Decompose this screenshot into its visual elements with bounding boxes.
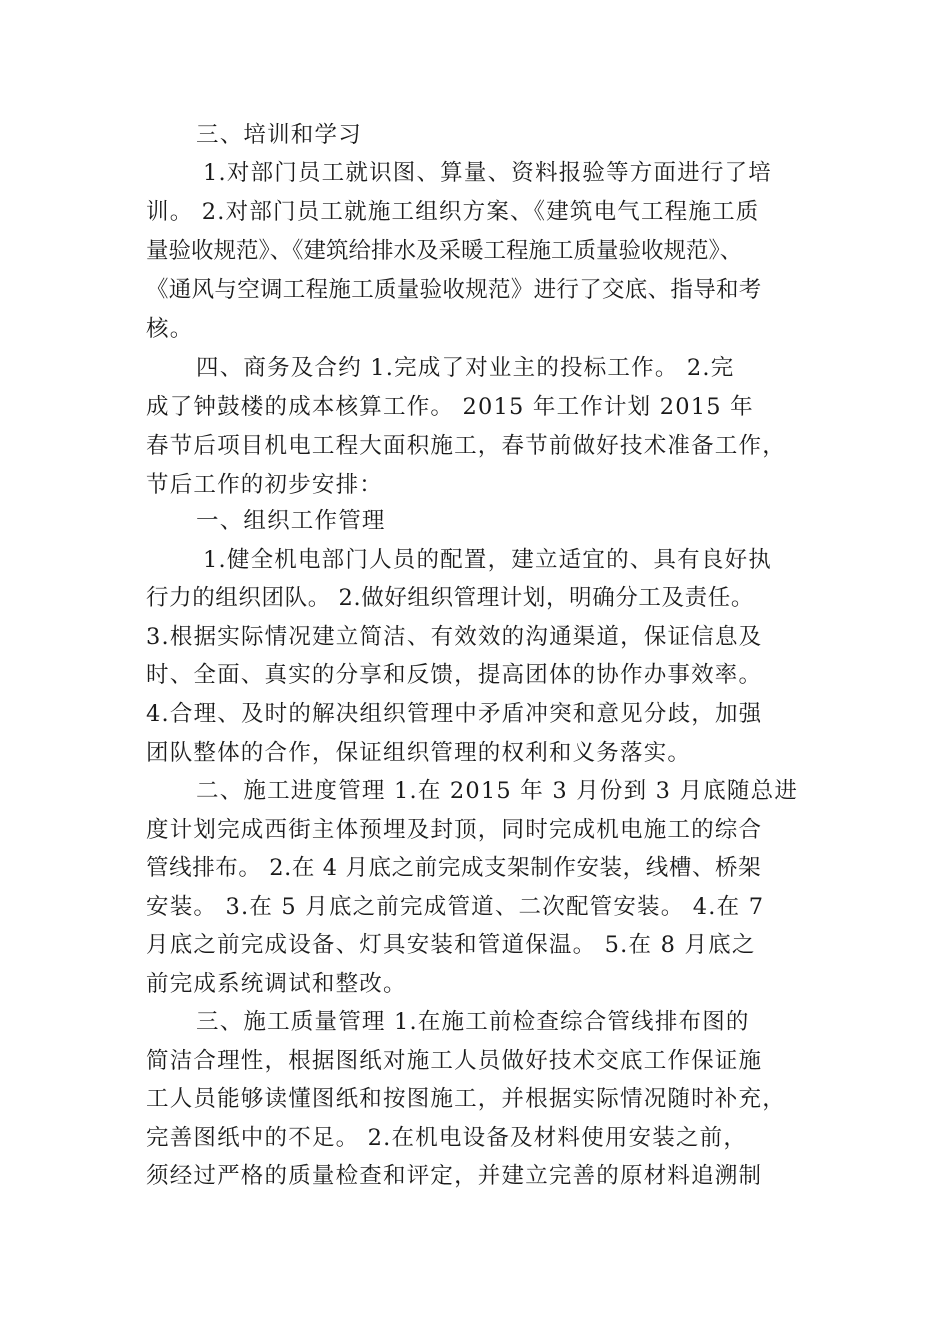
paragraph-line: 度计划完成西街主体预埋及封顶，同时完成机电施工的综合: [146, 817, 763, 843]
paragraph-line: 1.健全机电部门人员的配置，建立适宜的、具有良好执: [203, 547, 772, 573]
paragraph-line: 管线排布。 2.在 4 月底之前完成支架制作安装，线槽、桥架: [146, 855, 762, 881]
paragraph-line: 4.合理、及时的解决组织管理中矛盾冲突和意见分歧，加强: [146, 701, 763, 727]
paragraph-line: 训。 2.对部门员工就施工组织方案、《建筑电气工程施工质: [146, 199, 760, 225]
paragraph-line: 1.对部门员工就识图、算量、资料报验等方面进行了培: [203, 160, 772, 186]
paragraph-line: 量验收规范》、《建筑给排水及采暖工程施工质量验收规范》、: [146, 238, 743, 264]
section-heading-quality: 三、施工质量管理 1.在施工前检查综合管线排布图的: [196, 1009, 750, 1035]
paragraph-line: 3.根据实际情况建立简洁、有效效的沟通渠道，保证信息及: [146, 624, 763, 650]
paragraph-line: 行力的组织团队。 2.做好组织管理计划，明确分工及责任。: [146, 585, 754, 611]
paragraph-line: 完善图纸中的不足。 2.在机电设备及材料使用安装之前，: [146, 1125, 748, 1151]
section-heading-training: 三、培训和学习: [196, 122, 362, 148]
paragraph-line: 时、全面、真实的分享和反馈，提高团体的协作办事效率。: [146, 662, 763, 688]
paragraph-line: 须经过严格的质量检查和评定，并建立完善的原材料追溯制: [146, 1163, 763, 1189]
paragraph-line: 月底之前完成设备、灯具安装和管道保温。 5.在 8 月底之: [146, 932, 756, 958]
section-heading-organization: 一、组织工作管理: [196, 508, 386, 534]
paragraph-line: 成了钟鼓楼的成本核算工作。 2015 年工作计划 2015 年: [146, 394, 754, 420]
paragraph-line: 前完成系统调试和整改。: [146, 971, 407, 997]
paragraph-line: 春节后项目机电工程大面积施工，春节前做好技术准备工作，: [146, 433, 786, 459]
section-heading-business: 四、商务及合约 1.完成了对业主的投标工作。 2.完: [196, 355, 735, 381]
paragraph-line: 简洁合理性，根据图纸对施工人员做好技术交底工作保证施: [146, 1048, 763, 1074]
paragraph-line: 安装。 3.在 5 月底之前完成管道、二次配管安装。 4.在 7: [146, 894, 765, 920]
paragraph-line: 团队整体的合作，保证组织管理的权利和义务落实。: [146, 740, 692, 766]
paragraph-line: 《通风与空调工程施工质量验收规范》进行了交底、指导和考: [146, 277, 762, 303]
paragraph-line: 节后工作的初步安排：: [146, 472, 384, 498]
paragraph-line: 工人员能够读懂图纸和按图施工，并根据实际情况随时补充，: [146, 1086, 786, 1112]
section-heading-schedule: 二、施工进度管理 1.在 2015 年 3 月份到 3 月底随总进: [196, 778, 799, 804]
paragraph-line: 核。: [146, 316, 194, 342]
